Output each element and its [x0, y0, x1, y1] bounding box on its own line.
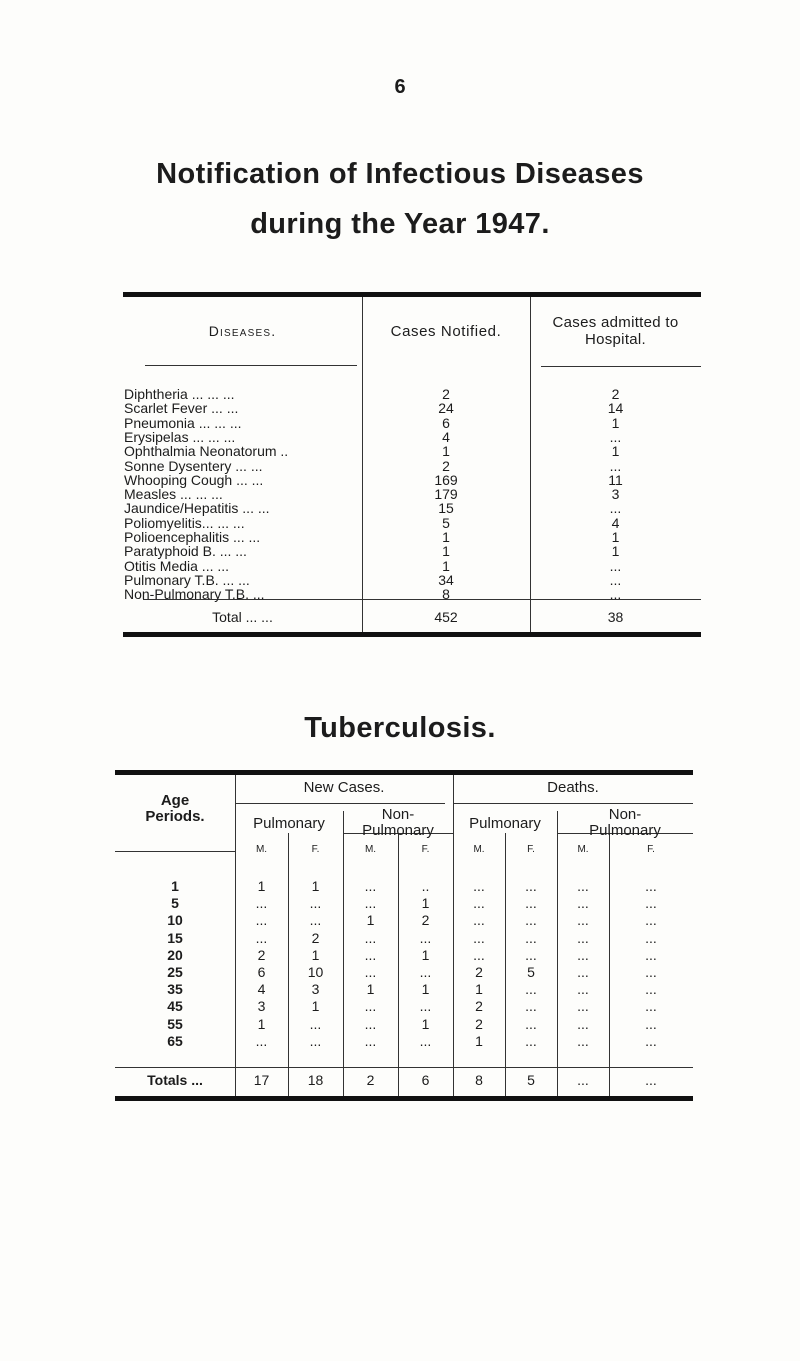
cell-death-pulmonary-f: ... [525, 1032, 537, 1049]
header-f: F. [311, 844, 320, 855]
cell-new-pulmonary-f: 10 [307, 964, 324, 980]
disease-name: Scarlet Fever ... ... [124, 400, 239, 417]
diseases-table [123, 292, 701, 637]
cell-death-pulmonary-m: ... [473, 946, 485, 963]
cell-new-non-pulmonary-f: ... [419, 964, 432, 980]
cell-death-non-pulmonary-m: ... [577, 998, 589, 1015]
cell-new-non-pulmonary-f: 1 [421, 1015, 430, 1032]
cell-death-non-pulmonary-f: ... [645, 981, 657, 998]
cell-new-non-pulmonary-m: ... [364, 946, 377, 963]
cases-notified: 8 [442, 586, 450, 603]
cell-new-pulmonary-m: 1 [257, 1015, 266, 1032]
header-m: M. [255, 844, 268, 855]
age-period: 10 [167, 912, 183, 929]
cell-new-pulmonary-f: ... [309, 895, 322, 912]
cell-new-pulmonary-f: 1 [311, 878, 320, 894]
disease-name: Measles ... ... ... [124, 486, 223, 503]
cell-new-non-pulmonary-m: ... [364, 895, 377, 912]
cell-new-pulmonary-f: 1 [311, 946, 320, 963]
header-m: M. [577, 844, 589, 855]
cell-new-non-pulmonary-m: ... [364, 929, 377, 946]
cell-new-non-pulmonary-f: .. [421, 878, 430, 894]
age-period: 55 [167, 1015, 183, 1032]
age-period: 15 [167, 929, 183, 946]
total-new-pulmonary-f: 18 [307, 1072, 324, 1088]
cell-new-non-pulmonary-m: ... [364, 998, 377, 1015]
disease-name: Erysipelas ... ... ... [124, 428, 236, 445]
cases-notified: 1 [442, 529, 450, 545]
cases-notified: 6 [442, 414, 450, 431]
disease-name: Polioencephalitis ... ... [124, 529, 261, 545]
header-m: M. [473, 844, 485, 855]
cases-admitted: ... [609, 557, 622, 574]
cell-death-non-pulmonary-m: ... [577, 1015, 589, 1032]
header-cases-admitted-line2: Hospital. [584, 331, 647, 348]
cell-death-non-pulmonary-f: ... [645, 1015, 657, 1032]
cases-notified: 2 [442, 457, 450, 474]
total-new-non-pulmonary-f: 6 [421, 1072, 430, 1088]
cases-notified: 169 [434, 471, 458, 488]
cell-death-pulmonary-f: ... [525, 981, 537, 998]
disease-name: Sonne Dysentery ... ... [124, 457, 263, 474]
cell-new-non-pulmonary-f: 2 [421, 912, 430, 929]
header-f: F. [421, 844, 430, 855]
cell-death-pulmonary-m: 2 [475, 998, 483, 1015]
cell-new-non-pulmonary-f: 1 [421, 946, 430, 963]
cases-notified: 24 [438, 400, 454, 417]
cell-new-non-pulmonary-f: ... [419, 998, 432, 1015]
header-cases-admitted-line1: Cases admitted to [552, 314, 679, 331]
page-number: 6 [394, 76, 406, 98]
header-rule [115, 851, 235, 852]
total-death-pulmonary-f: 5 [527, 1072, 535, 1088]
age-period: 5 [171, 895, 179, 912]
header-f: F. [527, 844, 535, 855]
cases-admitted: 1 [611, 543, 620, 560]
header-death-pulmonary: Pulmonary [469, 815, 541, 832]
cell-new-pulmonary-f: 1 [311, 998, 320, 1015]
total-notified: 452 [434, 609, 458, 625]
header-age-periods [115, 793, 235, 825]
cell-death-pulmonary-f: ... [525, 878, 537, 894]
cases-notified: 4 [442, 428, 450, 445]
cases-admitted: 1 [611, 443, 620, 460]
totals-rule [115, 1067, 693, 1068]
cell-death-non-pulmonary-f: ... [645, 895, 657, 912]
header-cases-notified: Cases Notified. [390, 323, 502, 340]
cell-death-non-pulmonary-m: ... [577, 981, 589, 998]
header-rule [145, 365, 357, 366]
cell-death-pulmonary-m: ... [473, 895, 485, 912]
cell-death-pulmonary-m: 1 [475, 1032, 483, 1049]
header-f: F. [647, 844, 655, 855]
cases-admitted: 3 [611, 486, 620, 503]
totals-label: Totals ... [147, 1072, 203, 1088]
cell-death-pulmonary-m: ... [473, 929, 485, 946]
cases-notified: 5 [442, 514, 450, 531]
header-new-non-line2: Pulmonary [362, 822, 434, 839]
cases-admitted: ... [609, 571, 622, 588]
cell-death-non-pulmonary-f: ... [645, 998, 657, 1015]
cell-new-non-pulmonary-f: 1 [421, 895, 430, 912]
disease-name: Poliomyelitis... ... ... [124, 514, 245, 531]
cell-death-non-pulmonary-m: ... [577, 878, 589, 894]
cell-death-non-pulmonary-f: ... [645, 964, 657, 980]
cell-new-non-pulmonary-f: ... [419, 929, 432, 946]
disease-name: Jaundice/Hepatitis ... ... [124, 500, 270, 517]
cell-death-non-pulmonary-m: ... [577, 895, 589, 912]
cell-new-pulmonary-f: ... [309, 1032, 322, 1049]
total-admitted: 38 [607, 609, 624, 625]
disease-name: Non-Pulmonary T.B. ... [124, 586, 265, 603]
cases-admitted: 1 [611, 529, 620, 545]
header-death-non-line1: Non- [608, 806, 642, 823]
cases-admitted: ... [609, 586, 622, 603]
cell-death-pulmonary-m: 2 [475, 1015, 483, 1032]
cell-death-non-pulmonary-m: ... [577, 912, 589, 929]
disease-name: Pneumonia ... ... ... [124, 414, 242, 431]
cell-new-non-pulmonary-m: ... [364, 1032, 377, 1049]
cell-new-non-pulmonary-m: 1 [366, 912, 375, 929]
age-period: 65 [167, 1032, 183, 1049]
header-deaths: Deaths. [547, 779, 599, 796]
cell-death-pulmonary-f: ... [525, 1015, 537, 1032]
cell-new-non-pulmonary-m: ... [364, 964, 377, 980]
cell-new-pulmonary-m: 1 [257, 878, 266, 894]
tuberculosis-table [115, 770, 693, 1101]
cell-death-non-pulmonary-f: ... [645, 946, 657, 963]
cell-new-pulmonary-m: 2 [257, 946, 266, 963]
cell-new-pulmonary-f: ... [309, 912, 322, 929]
cell-death-non-pulmonary-f: ... [645, 878, 657, 894]
cell-new-non-pulmonary-f: ... [419, 1032, 432, 1049]
cell-new-pulmonary-f: ... [309, 1015, 322, 1032]
cases-notified: 1 [442, 557, 450, 574]
cell-death-non-pulmonary-m: ... [577, 929, 589, 946]
cell-new-non-pulmonary-m: ... [364, 878, 377, 894]
header-rule [541, 366, 701, 367]
cell-new-non-pulmonary-m: 1 [366, 981, 375, 998]
cell-death-pulmonary-m: ... [473, 912, 485, 929]
cases-notified: 15 [438, 500, 454, 517]
total-new-pulmonary-m: 17 [253, 1072, 270, 1088]
cell-new-pulmonary-m: ... [255, 895, 268, 912]
cases-admitted: 4 [611, 514, 620, 531]
table-row [123, 586, 701, 604]
disease-name: Diphtheria ... ... ... [124, 386, 235, 402]
cases-notified: 34 [438, 571, 454, 588]
header-m: M. [364, 844, 377, 855]
cell-death-non-pulmonary-m: ... [577, 1032, 589, 1049]
cell-death-pulmonary-m: 1 [475, 981, 483, 998]
cases-notified: 1 [442, 543, 450, 560]
total-label: Total ... ... [212, 609, 273, 625]
disease-name: Whooping Cough ... ... [124, 471, 264, 488]
age-period: 35 [167, 981, 183, 998]
cell-new-pulmonary-m: ... [255, 929, 268, 946]
header-age-line2: Periods. [145, 808, 205, 825]
cell-death-pulmonary-m: 2 [475, 964, 483, 980]
cases-notified: 1 [442, 443, 450, 460]
header-rule [235, 803, 445, 804]
disease-name: Ophthalmia Neonatorum .. [124, 443, 289, 460]
cell-death-non-pulmonary-f: ... [645, 929, 657, 946]
cell-death-non-pulmonary-f: ... [645, 912, 657, 929]
cases-notified: 179 [434, 486, 458, 503]
header-new-non-pulmonary [343, 807, 453, 839]
disease-name: Otitis Media ... ... [124, 557, 230, 574]
header-new-non-line1: Non- [381, 806, 415, 823]
cell-new-pulmonary-m: ... [255, 1032, 268, 1049]
cell-new-pulmonary-m: ... [255, 912, 268, 929]
cell-death-non-pulmonary-m: ... [577, 946, 589, 963]
header-death-non-pulmonary [557, 807, 693, 839]
cases-admitted: 11 [608, 471, 623, 488]
cell-death-pulmonary-f: ... [525, 946, 537, 963]
cell-new-pulmonary-m: 4 [257, 981, 266, 998]
cases-admitted: 14 [607, 400, 624, 417]
cases-admitted: ... [609, 500, 622, 517]
cases-admitted: ... [609, 457, 622, 474]
tuberculosis-title: Tuberculosis. [304, 712, 496, 744]
header-new-cases: New Cases. [303, 779, 385, 796]
header-age-line1: Age [160, 792, 190, 809]
total-death-non-pulmonary-f: ... [645, 1072, 657, 1088]
cell-death-pulmonary-f: ... [525, 998, 537, 1015]
cell-death-non-pulmonary-f: ... [645, 1032, 657, 1049]
cell-death-pulmonary-f: 5 [527, 964, 535, 980]
cases-admitted: ... [609, 428, 622, 445]
header-cases-admitted [530, 314, 701, 348]
cell-new-pulmonary-f: 2 [311, 929, 320, 946]
header-death-non-line2: Pulmonary [589, 822, 661, 839]
page-title: Notification of Infectious Diseases [156, 158, 644, 190]
cell-new-non-pulmonary-m: ... [364, 1015, 377, 1032]
cell-new-pulmonary-m: 6 [257, 964, 266, 980]
cell-death-pulmonary-f: ... [525, 895, 537, 912]
cases-admitted: 2 [611, 386, 620, 402]
age-period: 25 [167, 964, 183, 980]
cell-death-pulmonary-f: ... [525, 912, 537, 929]
page-subtitle: during the Year 1947. [250, 208, 550, 240]
cell-death-pulmonary-m: ... [473, 878, 485, 894]
header-rule [453, 803, 693, 804]
cell-new-pulmonary-f: 3 [311, 981, 320, 998]
cases-admitted: 1 [611, 414, 620, 431]
cell-new-pulmonary-m: 3 [257, 998, 266, 1015]
disease-name: Pulmonary T.B. ... ... [124, 571, 250, 588]
age-period: 1 [171, 878, 179, 894]
cell-death-non-pulmonary-m: ... [577, 964, 589, 980]
cell-new-non-pulmonary-f: 1 [421, 981, 430, 998]
age-period: 20 [167, 946, 183, 963]
total-death-non-pulmonary-m: ... [577, 1072, 589, 1088]
total-new-non-pulmonary-m: 2 [366, 1072, 375, 1088]
disease-name: Paratyphoid B. ... ... [124, 543, 247, 560]
header-diseases: Diseases. [208, 323, 277, 339]
cell-death-pulmonary-f: ... [525, 929, 537, 946]
header-new-pulmonary: Pulmonary [253, 815, 325, 832]
age-period: 45 [167, 998, 183, 1015]
total-death-pulmonary-m: 8 [475, 1072, 483, 1088]
cases-notified: 2 [442, 386, 450, 402]
